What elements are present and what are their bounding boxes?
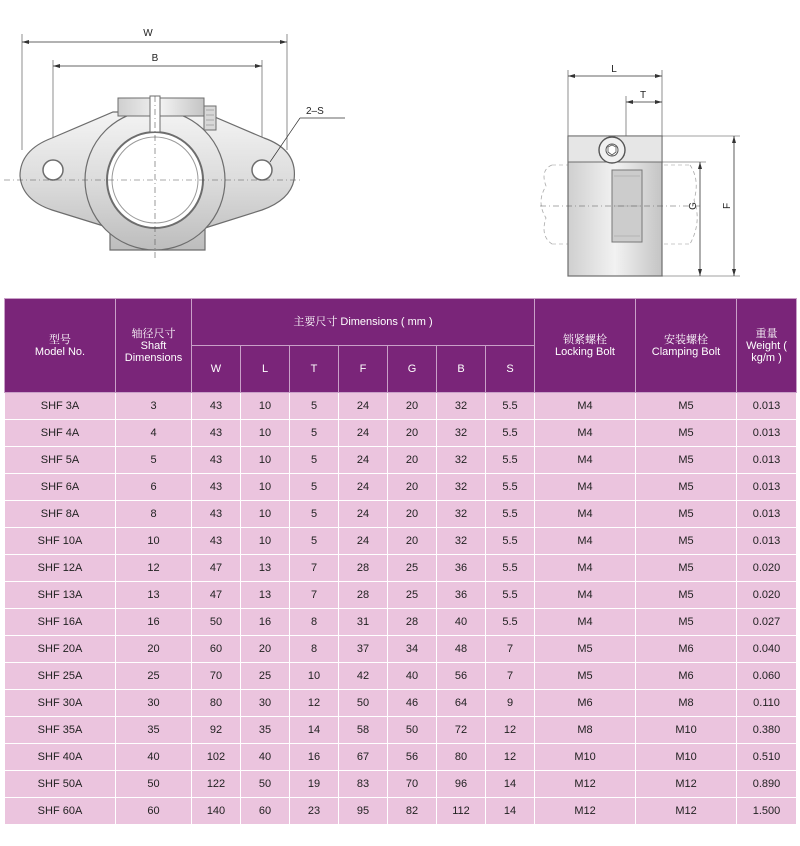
cell-weight: 0.510: [737, 744, 797, 771]
header-locking-en: Locking Bolt: [555, 345, 615, 358]
cell-locking-bolt: M5: [535, 636, 636, 663]
header-t: T: [290, 346, 339, 393]
cell-g: 46: [388, 690, 437, 717]
cell-model: SHF 30A: [5, 690, 116, 717]
table-row: [5, 690, 797, 717]
header-w: W: [192, 346, 241, 393]
cell-clamping-bolt: M5: [636, 474, 737, 501]
cell-weight: 0.890: [737, 771, 797, 798]
header-model-cn: 型号: [49, 333, 71, 346]
cell-l: 16: [241, 609, 290, 636]
table-header: [5, 299, 797, 393]
cell-t: 10: [290, 663, 339, 690]
cell-f: 24: [339, 474, 388, 501]
cell-l: 10: [241, 420, 290, 447]
cell-w: 60: [192, 636, 241, 663]
cell-model: SHF 6A: [5, 474, 116, 501]
header-clamping-en: Clamping Bolt: [651, 345, 721, 358]
cell-shaft: 35: [116, 717, 192, 744]
header-s: S: [486, 346, 535, 393]
cell-clamping-bolt: M5: [636, 528, 737, 555]
cell-shaft: 25: [116, 663, 192, 690]
header-model: [5, 299, 116, 393]
cell-g: 20: [388, 447, 437, 474]
cell-model: SHF 12A: [5, 555, 116, 582]
table-body: [5, 393, 797, 825]
header-weight-en: Weight ( kg/m ): [746, 339, 787, 364]
cell-w: 122: [192, 771, 241, 798]
cell-f: 28: [339, 555, 388, 582]
cell-f: 24: [339, 447, 388, 474]
cell-b: 32: [437, 501, 486, 528]
header-locking-cn: 锁紧螺栓: [563, 333, 608, 346]
cell-shaft: 30: [116, 690, 192, 717]
cell-s: 12: [486, 717, 535, 744]
cell-s: 5.5: [486, 474, 535, 501]
cell-s: 5.5: [486, 555, 535, 582]
cell-t: 12: [290, 690, 339, 717]
cell-locking-bolt: M4: [535, 528, 636, 555]
cell-w: 43: [192, 528, 241, 555]
header-f: F: [339, 346, 388, 393]
table-row: [5, 582, 797, 609]
cell-model: SHF 5A: [5, 447, 116, 474]
header-clamping-cn: 安装螺栓: [664, 333, 709, 346]
cell-shaft: 12: [116, 555, 192, 582]
header-shaft-cn: 轴径尺寸: [131, 327, 176, 340]
cell-t: 5: [290, 447, 339, 474]
cell-weight: 0.060: [737, 663, 797, 690]
cell-s: 14: [486, 798, 535, 825]
cell-shaft: 60: [116, 798, 192, 825]
cell-b: 32: [437, 393, 486, 420]
header-l: L: [241, 346, 290, 393]
cell-s: 5.5: [486, 582, 535, 609]
cell-weight: 0.040: [737, 636, 797, 663]
cell-l: 10: [241, 501, 290, 528]
cell-g: 20: [388, 393, 437, 420]
table-row: [5, 636, 797, 663]
table-row: [5, 447, 797, 474]
table-row: [5, 474, 797, 501]
cell-locking-bolt: M5: [535, 663, 636, 690]
cell-weight: 0.013: [737, 501, 797, 528]
cell-s: 5.5: [486, 501, 535, 528]
cell-t: 8: [290, 609, 339, 636]
cell-shaft: 6: [116, 474, 192, 501]
cell-l: 10: [241, 393, 290, 420]
cell-locking-bolt: M4: [535, 609, 636, 636]
cell-locking-bolt: M4: [535, 393, 636, 420]
dim-label-f: F: [722, 202, 733, 210]
cell-t: 5: [290, 501, 339, 528]
cell-locking-bolt: M12: [535, 771, 636, 798]
cell-t: 7: [290, 582, 339, 609]
cell-g: 25: [388, 582, 437, 609]
cell-locking-bolt: M4: [535, 555, 636, 582]
cell-s: 5.5: [486, 609, 535, 636]
dimensions-table: [4, 298, 797, 825]
dim-label-l: L: [611, 64, 617, 75]
cell-weight: 0.380: [737, 717, 797, 744]
cell-f: 24: [339, 501, 388, 528]
table-row: [5, 393, 797, 420]
cell-l: 13: [241, 582, 290, 609]
cell-clamping-bolt: M6: [636, 663, 737, 690]
cell-f: 83: [339, 771, 388, 798]
header-dimensions: [192, 299, 535, 346]
table-row: [5, 555, 797, 582]
cell-weight: 0.013: [737, 474, 797, 501]
header-shaft-en: Shaft Dimensions: [124, 339, 183, 364]
cell-l: 40: [241, 744, 290, 771]
cell-f: 24: [339, 393, 388, 420]
cell-s: 14: [486, 771, 535, 798]
cell-w: 43: [192, 474, 241, 501]
cell-model: SHF 16A: [5, 609, 116, 636]
cell-g: 56: [388, 744, 437, 771]
cell-s: 7: [486, 636, 535, 663]
cell-model: SHF 50A: [5, 771, 116, 798]
cell-w: 80: [192, 690, 241, 717]
cell-l: 35: [241, 717, 290, 744]
cell-b: 36: [437, 555, 486, 582]
cell-clamping-bolt: M10: [636, 717, 737, 744]
cell-model: SHF 35A: [5, 717, 116, 744]
cell-model: SHF 3A: [5, 393, 116, 420]
cell-t: 8: [290, 636, 339, 663]
cell-g: 82: [388, 798, 437, 825]
cell-g: 20: [388, 474, 437, 501]
cell-weight: 0.013: [737, 528, 797, 555]
cell-clamping-bolt: M10: [636, 744, 737, 771]
cell-shaft: 16: [116, 609, 192, 636]
cell-l: 60: [241, 798, 290, 825]
cell-clamping-bolt: M8: [636, 690, 737, 717]
front-view-drawing: [4, 28, 345, 260]
cell-t: 14: [290, 717, 339, 744]
cell-w: 50: [192, 609, 241, 636]
cell-l: 25: [241, 663, 290, 690]
cell-t: 19: [290, 771, 339, 798]
cell-f: 37: [339, 636, 388, 663]
cell-w: 102: [192, 744, 241, 771]
cell-s: 9: [486, 690, 535, 717]
cell-b: 56: [437, 663, 486, 690]
cell-w: 43: [192, 501, 241, 528]
cell-w: 47: [192, 582, 241, 609]
cell-clamping-bolt: M12: [636, 798, 737, 825]
cell-clamping-bolt: M6: [636, 636, 737, 663]
cell-model: SHF 40A: [5, 744, 116, 771]
header-weight: [737, 299, 797, 393]
cell-locking-bolt: M4: [535, 582, 636, 609]
cell-t: 7: [290, 555, 339, 582]
cell-model: SHF 20A: [5, 636, 116, 663]
header-g: G: [388, 346, 437, 393]
cell-w: 43: [192, 447, 241, 474]
cell-model: SHF 60A: [5, 798, 116, 825]
cell-l: 13: [241, 555, 290, 582]
table-row: [5, 717, 797, 744]
cell-s: 5.5: [486, 393, 535, 420]
cell-weight: 0.013: [737, 420, 797, 447]
cell-f: 50: [339, 690, 388, 717]
cell-weight: 0.020: [737, 555, 797, 582]
cell-b: 32: [437, 420, 486, 447]
header-dimensions-text: 主要尺寸 Dimensions ( mm ): [293, 316, 433, 328]
cell-shaft: 20: [116, 636, 192, 663]
cell-t: 5: [290, 420, 339, 447]
cell-weight: 0.020: [737, 582, 797, 609]
cell-g: 70: [388, 771, 437, 798]
cell-b: 96: [437, 771, 486, 798]
cell-g: 20: [388, 420, 437, 447]
table-row: [5, 501, 797, 528]
header-model-en: Model No.: [34, 345, 86, 358]
cell-model: SHF 10A: [5, 528, 116, 555]
cell-locking-bolt: M12: [535, 798, 636, 825]
cell-model: SHF 13A: [5, 582, 116, 609]
cell-b: 80: [437, 744, 486, 771]
cell-f: 28: [339, 582, 388, 609]
cell-w: 43: [192, 393, 241, 420]
cell-weight: 0.013: [737, 447, 797, 474]
cell-clamping-bolt: M5: [636, 447, 737, 474]
cell-l: 50: [241, 771, 290, 798]
cell-weight: 0.110: [737, 690, 797, 717]
cell-l: 10: [241, 528, 290, 555]
cell-f: 24: [339, 420, 388, 447]
cell-locking-bolt: M4: [535, 474, 636, 501]
header-clamping: [636, 299, 737, 393]
cell-w: 140: [192, 798, 241, 825]
cell-g: 20: [388, 501, 437, 528]
cell-s: 12: [486, 744, 535, 771]
cell-t: 5: [290, 393, 339, 420]
cell-shaft: 40: [116, 744, 192, 771]
cell-t: 5: [290, 528, 339, 555]
dim-label-t: T: [639, 90, 647, 101]
cell-clamping-bolt: M5: [636, 501, 737, 528]
dim-label-2s: 2–S: [306, 106, 324, 117]
table-row: [5, 744, 797, 771]
cell-b: 32: [437, 528, 486, 555]
cell-l: 10: [241, 474, 290, 501]
cell-f: 31: [339, 609, 388, 636]
cell-s: 5.5: [486, 528, 535, 555]
cell-clamping-bolt: M5: [636, 582, 737, 609]
cell-s: 7: [486, 663, 535, 690]
header-shaft: [116, 299, 192, 393]
cell-f: 67: [339, 744, 388, 771]
table-row: [5, 798, 797, 825]
cell-w: 70: [192, 663, 241, 690]
cell-g: 28: [388, 609, 437, 636]
cell-t: 5: [290, 474, 339, 501]
cell-shaft: 3: [116, 393, 192, 420]
cell-l: 20: [241, 636, 290, 663]
cell-weight: 1.500: [737, 798, 797, 825]
cell-f: 42: [339, 663, 388, 690]
cell-clamping-bolt: M12: [636, 771, 737, 798]
cell-shaft: 4: [116, 420, 192, 447]
table-row: [5, 663, 797, 690]
cell-locking-bolt: M10: [535, 744, 636, 771]
cell-g: 40: [388, 663, 437, 690]
cell-l: 10: [241, 447, 290, 474]
cell-model: SHF 8A: [5, 501, 116, 528]
cell-l: 30: [241, 690, 290, 717]
cell-t: 23: [290, 798, 339, 825]
cell-s: 5.5: [486, 420, 535, 447]
cell-shaft: 50: [116, 771, 192, 798]
cell-locking-bolt: M4: [535, 501, 636, 528]
cell-w: 47: [192, 555, 241, 582]
cell-b: 32: [437, 474, 486, 501]
table-row: [5, 771, 797, 798]
header-b: B: [437, 346, 486, 393]
cell-w: 92: [192, 717, 241, 744]
cell-shaft: 5: [116, 447, 192, 474]
cell-shaft: 13: [116, 582, 192, 609]
cell-locking-bolt: M4: [535, 447, 636, 474]
technical-drawings: [0, 0, 800, 298]
cell-clamping-bolt: M5: [636, 393, 737, 420]
table-row: [5, 420, 797, 447]
cell-weight: 0.013: [737, 393, 797, 420]
cell-t: 16: [290, 744, 339, 771]
table-row: [5, 609, 797, 636]
cell-s: 5.5: [486, 447, 535, 474]
cell-b: 32: [437, 447, 486, 474]
side-view-drawing: [540, 64, 740, 276]
cell-clamping-bolt: M5: [636, 555, 737, 582]
cell-shaft: 10: [116, 528, 192, 555]
cell-b: 40: [437, 609, 486, 636]
cell-locking-bolt: M6: [535, 690, 636, 717]
cell-f: 95: [339, 798, 388, 825]
cell-f: 24: [339, 528, 388, 555]
header-weight-cn: 重量: [755, 327, 778, 340]
cell-f: 58: [339, 717, 388, 744]
cell-locking-bolt: M4: [535, 420, 636, 447]
dim-label-g: G: [688, 202, 699, 210]
cell-w: 43: [192, 420, 241, 447]
cell-model: SHF 4A: [5, 420, 116, 447]
cell-clamping-bolt: M5: [636, 609, 737, 636]
cell-clamping-bolt: M5: [636, 420, 737, 447]
cell-b: 72: [437, 717, 486, 744]
cell-weight: 0.027: [737, 609, 797, 636]
header-locking: [535, 299, 636, 393]
cell-g: 25: [388, 555, 437, 582]
dim-label-b: B: [151, 53, 159, 64]
cell-b: 64: [437, 690, 486, 717]
cell-g: 34: [388, 636, 437, 663]
cell-g: 20: [388, 528, 437, 555]
cell-g: 50: [388, 717, 437, 744]
cell-locking-bolt: M8: [535, 717, 636, 744]
cell-b: 48: [437, 636, 486, 663]
cell-b: 36: [437, 582, 486, 609]
cell-b: 112: [437, 798, 486, 825]
cell-model: SHF 25A: [5, 663, 116, 690]
cell-shaft: 8: [116, 501, 192, 528]
dim-label-w: W: [143, 28, 153, 39]
table-row: [5, 528, 797, 555]
